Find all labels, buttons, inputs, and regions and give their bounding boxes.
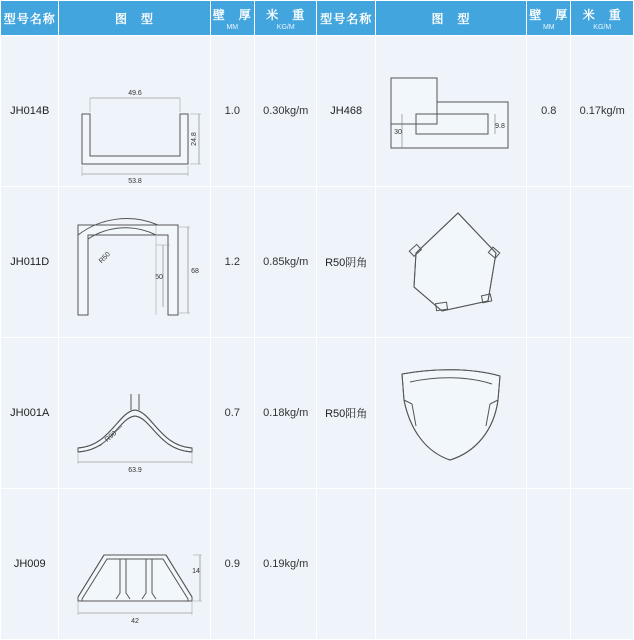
product-figure (375, 489, 526, 640)
header-wall-left (210, 1, 254, 36)
product-name: JH468 (317, 36, 375, 187)
header-wall-left-unit: MM (226, 23, 239, 31)
weight-per-meter: 0.30kg/m (254, 36, 316, 187)
header-figure-left: 图 型 (59, 1, 210, 36)
header-wall-left-label: 壁 厚 (212, 7, 252, 22)
header-wall-right-label: 壁 厚 (529, 7, 569, 22)
figure-r50-outer-corner (376, 338, 526, 488)
table-row (1, 489, 634, 640)
wall-thickness: 0.9 (210, 489, 254, 640)
product-figure (375, 338, 526, 489)
table-row (1, 187, 634, 338)
header-figure-right: 图 型 (375, 1, 526, 36)
figure-jh001a (59, 338, 209, 488)
table-row (1, 36, 634, 187)
dim-outer: 68 (190, 268, 199, 275)
figure-jh014b (59, 36, 209, 186)
figure-jh011d (59, 187, 209, 337)
figure-r50-inner-corner (376, 187, 526, 337)
header-weight-right (571, 1, 634, 36)
weight-per-meter: 0.85kg/m (254, 187, 316, 338)
header-wall-right-unit: MM (542, 23, 555, 31)
figure-empty (376, 489, 526, 639)
wall-thickness (527, 489, 571, 640)
product-name: JH011D (1, 187, 59, 338)
product-name: R50阴角 (317, 187, 375, 338)
product-figure (59, 187, 210, 338)
product-figure (375, 36, 526, 187)
weight-per-meter (571, 489, 634, 640)
product-name: R50阳角 (317, 338, 375, 489)
dim-right: 24.8 (190, 132, 198, 146)
wall-thickness: 0.7 (210, 338, 254, 489)
product-name: JH014B (1, 36, 59, 187)
dim-top: 49.6 (127, 90, 142, 97)
weight-per-meter: 0.18kg/m (254, 338, 316, 489)
weight-per-meter: 0.17kg/m (571, 36, 634, 187)
wall-thickness: 1.2 (210, 187, 254, 338)
dim-bottom: 53.8 (127, 178, 142, 185)
product-name: JH001A (1, 338, 59, 489)
weight-per-meter (571, 187, 634, 338)
product-name: JH009 (1, 489, 59, 640)
dim-bottom: 42 (130, 618, 139, 625)
dim-right: 14 (191, 568, 200, 575)
product-name (317, 489, 375, 640)
product-figure (375, 187, 526, 338)
product-figure (59, 489, 210, 640)
header-wall-right (527, 1, 571, 36)
figure-jh468 (376, 36, 526, 186)
wall-thickness: 0.8 (527, 36, 571, 187)
dim-bottom: 63.9 (127, 467, 142, 474)
table-header (1, 1, 634, 36)
table-row (1, 338, 634, 489)
dim-left: 30 (394, 129, 402, 136)
wall-thickness (527, 338, 571, 489)
figure-jh009 (59, 489, 209, 639)
dim-radius: R50 (97, 250, 112, 265)
header-weight-left (254, 1, 316, 36)
header-weight-right-label: 米 重 (582, 7, 622, 22)
weight-per-meter (571, 338, 634, 489)
dim-radius: R90 (103, 430, 118, 444)
weight-per-meter: 0.19kg/m (254, 489, 316, 640)
product-figure (59, 338, 210, 489)
header-name-right: 型号名称 (317, 1, 375, 36)
header-name-left: 型号名称 (1, 1, 59, 36)
wall-thickness (527, 187, 571, 338)
wall-thickness: 1.0 (210, 36, 254, 187)
header-weight-right-unit: KG/M (593, 23, 612, 31)
dim-right: 9.8 (495, 123, 505, 130)
header-weight-left-label: 米 重 (266, 7, 306, 22)
product-figure (59, 36, 210, 187)
header-weight-left-unit: KG/M (276, 23, 295, 31)
dim-inner: 50 (154, 274, 163, 281)
